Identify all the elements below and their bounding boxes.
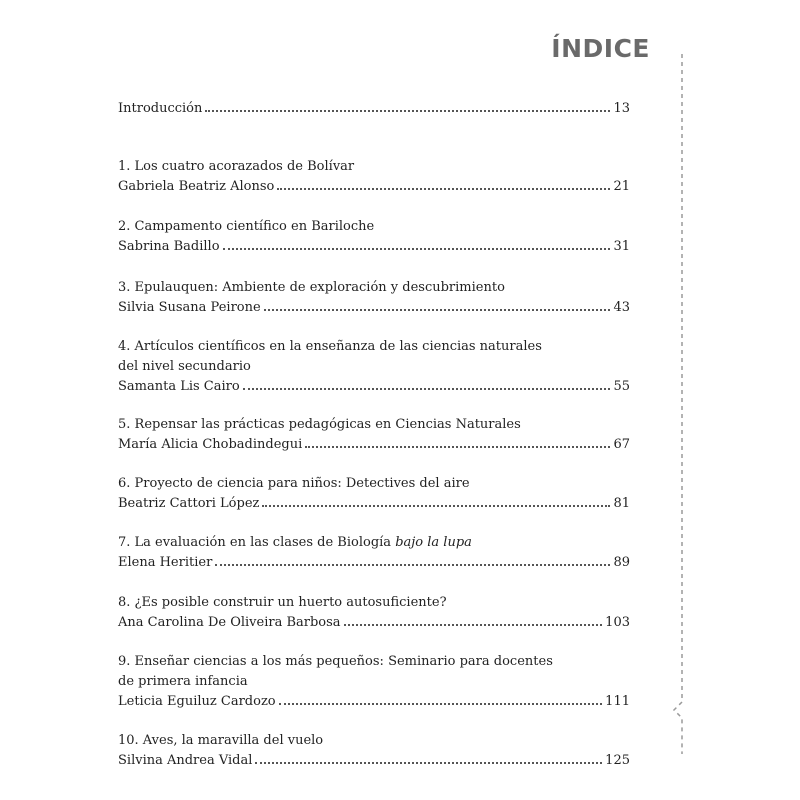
leader-dots xyxy=(243,378,611,390)
entry-title-continued: de primera infancia xyxy=(118,674,248,689)
entry-author: Ana Carolina De Oliveira Barbosa xyxy=(118,615,341,630)
leader-dots xyxy=(223,238,611,250)
entry-title: 7. La evaluación en las clases de Biología xyxy=(118,535,396,550)
entry-title: 6. Proyecto de ciencia para niños: Detectives del aire xyxy=(118,476,470,491)
entry-author: Silvina Andrea Vidal xyxy=(118,753,253,768)
entry-title: 8. ¿Es posible construir un huerto autosuficiente? xyxy=(118,595,447,610)
entry-author: Beatriz Cattori López xyxy=(118,496,260,511)
entry-page: 55 xyxy=(613,379,630,394)
entry-title: 1. Los cuatro acorazados de Bolívar xyxy=(118,159,355,174)
toc-entry-1[interactable] xyxy=(118,154,630,194)
entry-author: Silvia Susana Peirone xyxy=(118,300,261,315)
entry-page: 21 xyxy=(613,179,630,194)
intro-page: 13 xyxy=(613,101,630,116)
toc-intro[interactable] xyxy=(118,96,630,116)
entry-page: 111 xyxy=(605,694,630,709)
entry-title-italic: bajo la lupa xyxy=(395,535,472,550)
leader-dots xyxy=(277,178,610,190)
toc-entry-4[interactable] xyxy=(118,334,630,394)
entry-title: 2. Campamento científico en Bariloche xyxy=(118,219,375,234)
leader-dots xyxy=(264,299,611,311)
entry-page: 125 xyxy=(605,753,630,768)
side-dashed-rule xyxy=(668,54,688,754)
page-title: ÍNDICE xyxy=(551,34,650,63)
toc-entry-10[interactable] xyxy=(118,728,630,768)
entry-page: 89 xyxy=(613,555,630,570)
entry-author: Sabrina Badillo xyxy=(118,239,220,254)
entry-page: 43 xyxy=(613,300,630,315)
entry-title: 3. Epulauquen: Ambiente de exploración y descubrimiento xyxy=(118,280,505,295)
entry-page: 103 xyxy=(605,615,630,630)
toc-entry-8[interactable] xyxy=(118,590,630,630)
toc-entry-3[interactable] xyxy=(118,275,630,315)
entry-author: Gabriela Beatriz Alonso xyxy=(118,179,275,194)
leader-dots xyxy=(279,693,603,705)
leader-dots xyxy=(305,436,610,448)
leader-dots xyxy=(344,614,603,626)
toc-entry-9[interactable] xyxy=(118,649,630,709)
leader-dots xyxy=(255,752,602,764)
entry-author: Samanta Lis Cairo xyxy=(118,379,240,394)
entry-page: 67 xyxy=(613,437,630,452)
intro-label: Introducción xyxy=(118,101,203,116)
entry-page: 31 xyxy=(613,239,630,254)
entry-title: 10. Aves, la maravilla del vuelo xyxy=(118,733,324,748)
entry-author: Leticia Eguiluz Cardozo xyxy=(118,694,276,709)
entry-page: 81 xyxy=(613,496,630,511)
leader-dots xyxy=(205,100,610,112)
entry-author: María Alicia Chobadindegui xyxy=(118,437,303,452)
entry-title-line xyxy=(118,530,630,550)
entry-title: 9. Enseñar ciencias a los más pequeños: Seminario para docentes xyxy=(118,654,553,669)
leader-dots xyxy=(215,554,610,566)
entry-title: 4. Artículos científicos en la enseñanza de las ciencias naturales xyxy=(118,339,542,354)
entry-author: Elena Heritier xyxy=(118,555,213,570)
toc-entry-5[interactable] xyxy=(118,412,630,452)
toc-entry-2[interactable] xyxy=(118,214,630,254)
toc-entry-6[interactable] xyxy=(118,471,630,511)
entry-title-continued: del nivel secundario xyxy=(118,359,251,374)
leader-dots xyxy=(262,495,610,507)
entry-title: 5. Repensar las prácticas pedagógicas en Ciencias Naturales xyxy=(118,417,521,432)
toc-entry-7[interactable] xyxy=(118,530,630,570)
